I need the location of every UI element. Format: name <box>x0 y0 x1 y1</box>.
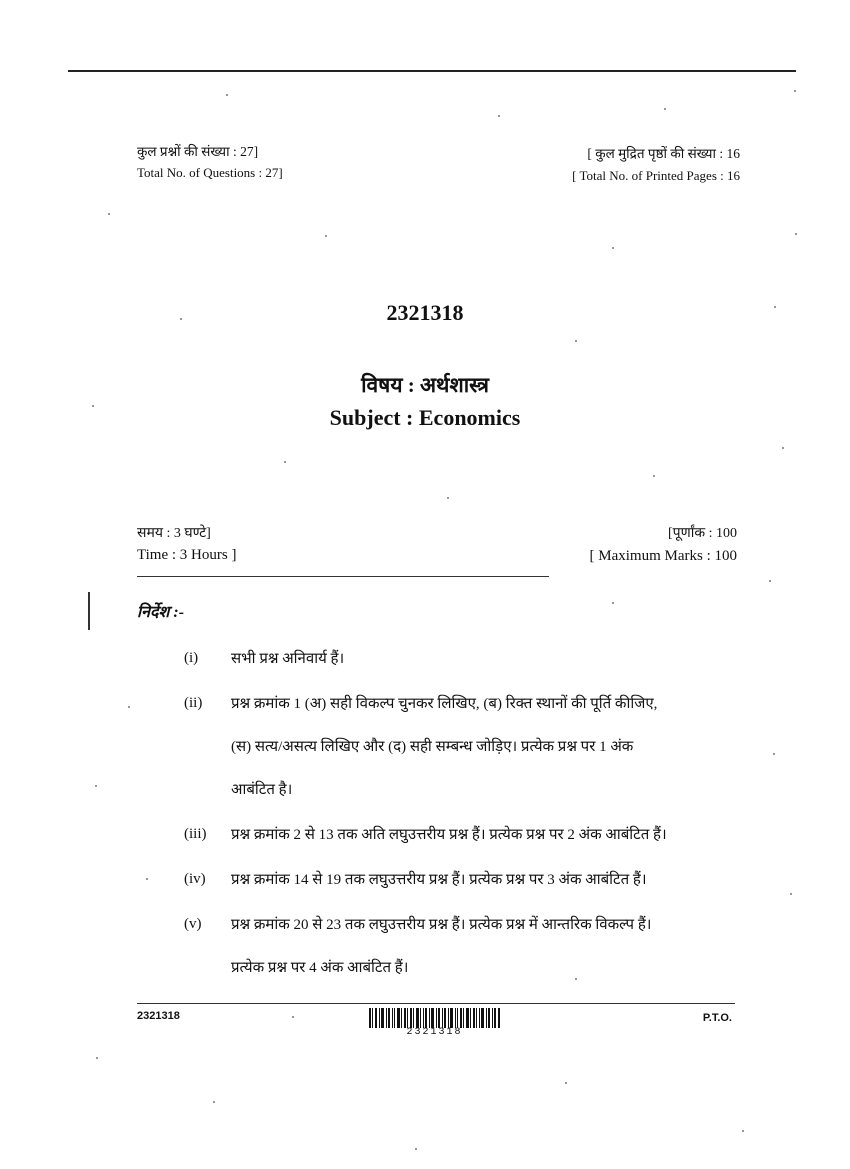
total-pages-hindi: [ कुल मुद्रित पृष्ठों की संख्या : 16 <box>587 146 740 161</box>
margin-mark <box>88 592 90 630</box>
footer-rule <box>137 1003 735 1004</box>
total-pages-english: [ Total No. of Printed Pages : 16 <box>572 168 740 183</box>
subject-english: Subject : Economics <box>329 405 521 430</box>
barcode <box>369 1008 500 1028</box>
item-number: (i) <box>184 650 199 666</box>
instruction-line: (स) सत्य/असत्य लिखिए और (द) सही सम्बन्ध जोड़िए। प्रत्येक प्रश्न पर 1 अंक <box>231 739 634 755</box>
paper-code: 2321318 <box>386 300 464 325</box>
instruction-line: प्रश्न क्रमांक 2 से 13 तक अति लघुउत्तरीय प्रश्न हैं। प्रत्येक प्रश्न पर 2 अंक आबंटित हैं। <box>231 827 667 843</box>
instruction-line: प्रश्न क्रमांक 1 (अ) सही विकल्प चुनकर लिखिए, (ब) रिक्त स्थानों की पूर्ति कीजिए, <box>231 696 658 712</box>
time-english: Time : 3 Hours ] <box>137 547 237 563</box>
total-questions-english: Total No. of Questions : 27] <box>137 165 283 180</box>
marks-english: [ Maximum Marks : 100 <box>589 548 737 564</box>
marks-hindi: [पूर्णांक : 100 <box>667 526 737 541</box>
instructions-title: निर्देश :- <box>137 604 185 621</box>
footer-paper-code: 2321318 <box>137 1010 180 1022</box>
instruction-line: आबंटित है। <box>231 782 293 798</box>
item-number: (ii) <box>184 695 203 711</box>
pto-label: P.T.O. <box>702 1012 732 1024</box>
item-number: (iv) <box>184 871 206 887</box>
barcode-number: 2321318 <box>406 1027 463 1038</box>
instruction-line: प्रश्न क्रमांक 20 से 23 तक लघुउत्तरीय प्रश्न हैं। प्रत्येक प्रश्न में आन्तरिक विकल्प हैं। <box>231 917 652 933</box>
instruction-line: प्रत्येक प्रश्न पर 4 अंक आबंटित हैं। <box>231 960 409 976</box>
subject-hindi: विषय : अर्थशास्त्र <box>361 373 489 397</box>
time-hindi: समय : 3 घण्टे] <box>137 526 211 541</box>
instruction-line: प्रश्न क्रमांक 14 से 19 तक लघुउत्तरीय प्रश्न हैं। प्रत्येक प्रश्न पर 3 अंक आबंटित हैं। <box>231 872 647 888</box>
divider-rule <box>137 576 549 577</box>
instruction-line: सभी प्रश्न अनिवार्य हैं। <box>231 651 345 667</box>
total-questions-hindi: कुल प्रश्नों की संख्या : 27] <box>137 144 259 159</box>
item-number: (iii) <box>184 826 207 842</box>
top-rule <box>68 70 796 72</box>
item-number: (v) <box>184 916 202 932</box>
